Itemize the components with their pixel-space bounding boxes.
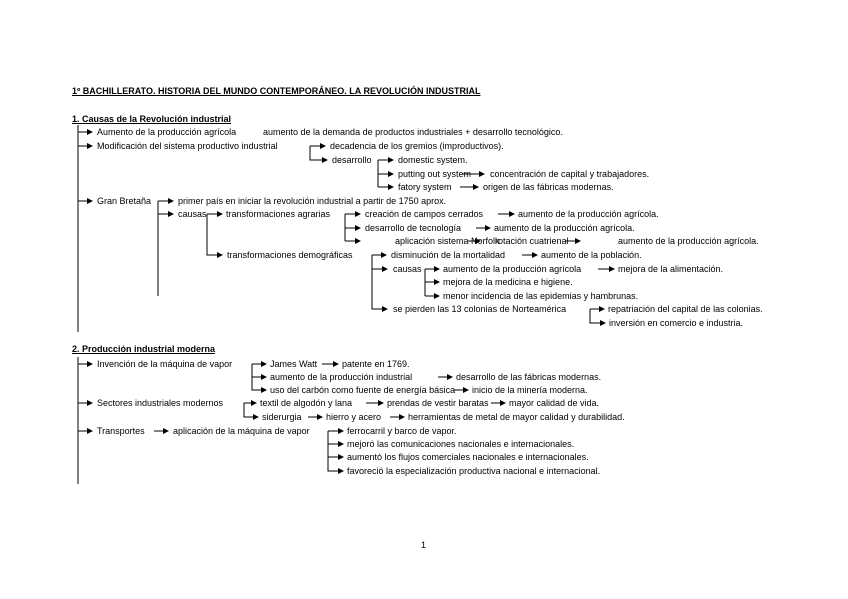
node-aumento-produccion: Aumento de la producción agrícola	[97, 127, 237, 137]
node-desarrollo: desarrollo	[332, 155, 372, 165]
node-concentracion: concentración de capital y trabajadores.	[490, 169, 650, 179]
node-mejora-medicina: mejora de la medicina e higiene.	[443, 277, 573, 287]
node-sectores: Sectores industriales modernos	[97, 398, 224, 408]
node-herramientas: herramientas de metal de mayor calidad y durabilidad.	[408, 412, 625, 422]
node-james-watt: James Watt	[270, 359, 318, 369]
node-mayor-calidad-vida: mayor calidad de vida.	[509, 398, 600, 408]
node-creacion: creación de campos cerrados	[365, 209, 484, 219]
node-origen: origen de las fábricas modernas.	[483, 182, 614, 192]
node-textil: textil de algodón y lana	[260, 398, 353, 408]
node-desarrollo-fabricas: desarrollo de las fábricas modernas.	[456, 372, 602, 382]
node-putting: putting out system	[398, 169, 472, 179]
node-aumento-prod-agr-4: aumento de la producción agrícola	[443, 264, 582, 274]
node-prendas: prendas de vestir baratas	[387, 398, 489, 408]
node-aumento-prod-agr-2: aumento de la producción agrícola.	[494, 223, 635, 233]
node-mejora-alimentacion: mejora de la alimentación.	[618, 264, 724, 274]
section-1-title: 1. Causas de la Revolución industrial	[72, 114, 232, 124]
node-primer-pais: primer país en iniciar la revolución industrial a partir de 1750 aprox.	[178, 196, 447, 206]
node-modificacion: Modificación del sistema productivo industrial	[97, 141, 278, 151]
node-ferrocarril: ferrocarril y barco de vapor.	[347, 426, 457, 436]
node-aumento-prod-agr-1: aumento de la producción agrícola.	[518, 209, 659, 219]
node-hierro: hierro y acero	[326, 412, 382, 422]
node-transf-demograficas: transformaciones demográficas	[227, 250, 353, 260]
section-2-title: 2. Producción industrial moderna	[72, 344, 216, 354]
node-transportes: Transportes	[97, 426, 145, 436]
node-patente: patente en 1769.	[342, 359, 410, 369]
node-transf-agrarias: transformaciones agrarias	[226, 209, 331, 219]
node-domestic: domestic system.	[398, 155, 468, 165]
node-mejoro: mejoró las comunicaciones nacionales e internacionales.	[347, 439, 575, 449]
node-aplicacion-maquina: aplicación de la máquina de vapor	[173, 426, 310, 436]
node-aumento-flujos: aumentó los flujos comerciales nacionales e internacionales.	[347, 452, 589, 462]
node-decadencia: decadencia de los gremios (improductivos).	[330, 141, 504, 151]
node-favorecio: favoreció la especialización productiva nacional e internacional.	[347, 466, 601, 476]
node-aumento-prod-ind: aumento de la producción industrial	[270, 372, 413, 382]
node-aplicacion-norfolk: aplicación sistema Norfolk	[395, 236, 500, 246]
node-fatory: fatory system	[398, 182, 452, 192]
node-aumento-demanda: aumento de la demanda de productos industriales + desarrollo tecnológico.	[263, 127, 563, 137]
node-inversion: inversión en comercio e industria.	[609, 318, 744, 328]
node-uso-carbon: uso del carbón como fuente de energía básica	[270, 385, 456, 395]
node-inicio-mineria: inicio de la minería moderna.	[472, 385, 588, 395]
node-desarrollo-tec: desarrollo de tecnología	[365, 223, 462, 233]
node-se-pierden: se pierden las 13 colonias de Norteamérica	[393, 304, 567, 314]
node-aumento-prod-agr-3: aumento de la producción agrícola.	[618, 236, 759, 246]
node-aumento-poblacion: aumento de la población.	[541, 250, 642, 260]
document-header: 1º BACHILLERATO. HISTORIA DEL MUNDO CONTEMPORÁNEO. LA REVOLUCIÓN INDUSTRIAL	[72, 86, 481, 96]
node-causas-2: causas	[393, 264, 422, 274]
node-causas: causas	[178, 209, 207, 219]
node-menor-incidencia: menor incidencia de las epidemias y hambrunas.	[443, 291, 639, 301]
node-repatriacion: repatriación del capital de las colonias.	[608, 304, 763, 314]
node-rotacion: rotación cuatrienal	[495, 236, 569, 246]
node-siderurgia: siderurgia	[262, 412, 302, 422]
node-gran-bretana: Gran Bretaña	[97, 196, 152, 206]
node-disminucion: disminución de la mortalidad	[391, 250, 506, 260]
page-number: 1	[421, 540, 427, 550]
node-invencion: Invención de la máquina de vapor	[97, 359, 233, 369]
